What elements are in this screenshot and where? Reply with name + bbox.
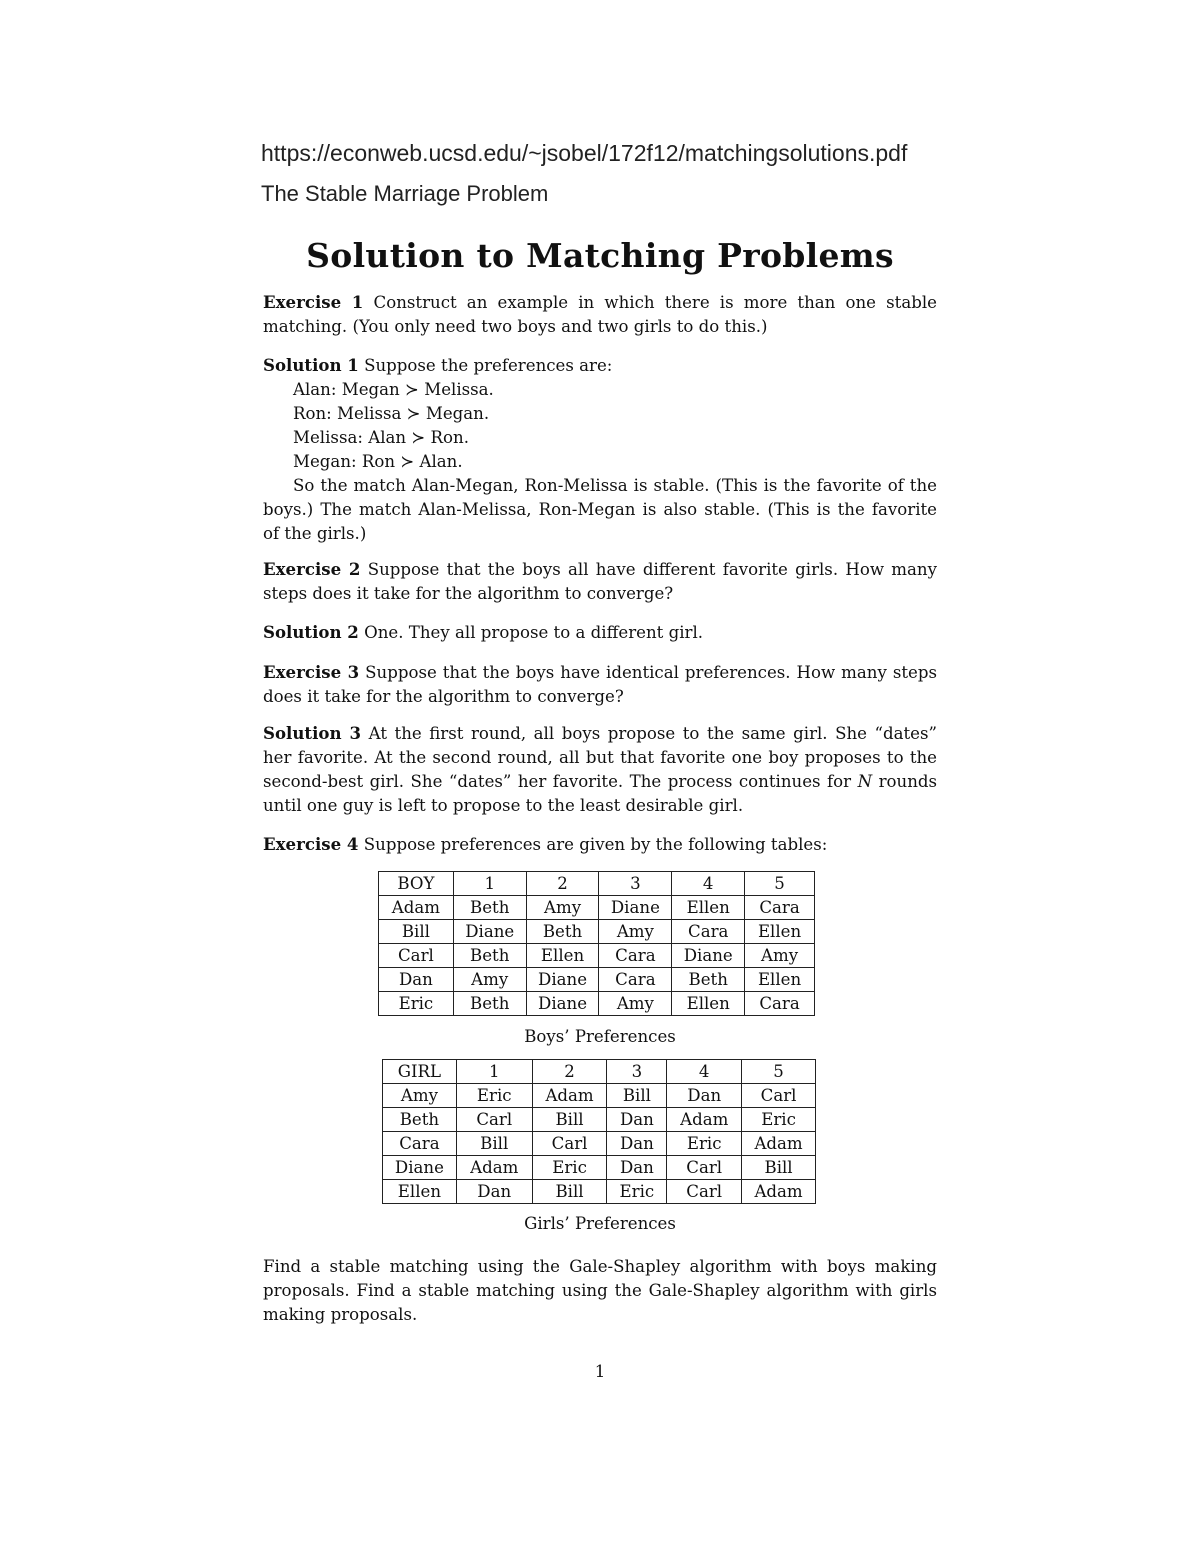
- table-cell: Amy: [745, 944, 815, 968]
- table-cell: Ellen: [526, 944, 599, 968]
- table-cell: Diane: [526, 992, 599, 1016]
- exercise-1-text: Construct an example in which there is more than one stable matching. (You only need two boys and two girls to do this.): [263, 293, 937, 336]
- table-cell: Eric: [456, 1084, 532, 1108]
- table-cell: Dan: [456, 1180, 532, 1204]
- table-header-cell: 2: [526, 872, 599, 896]
- preference-line: Melissa: Alan ≻ Ron.: [293, 428, 469, 447]
- table-cell: Dan: [607, 1108, 667, 1132]
- solution-1: [263, 353, 937, 546]
- table-cell: Amy: [599, 920, 672, 944]
- table-cell: Diane: [526, 968, 599, 992]
- table-cell: Dan: [667, 1084, 742, 1108]
- table-cell: Cara: [745, 992, 815, 1016]
- girls-preferences-table: [382, 1059, 816, 1204]
- table-cell: Diane: [453, 920, 526, 944]
- table-cell: Carl: [667, 1156, 742, 1180]
- table-header-cell: 1: [453, 872, 526, 896]
- table-cell: Amy: [526, 896, 599, 920]
- solution-1-conclusion: So the match Alan-Megan, Ron-Melissa is stable. (This is the favorite of the boys.) The match Alan-Melissa, Ron-Megan is also stable. (This is the favorite of the girls.): [263, 476, 937, 543]
- source-url[interactable]: https://econweb.ucsd.edu/~jsobel/172f12/matchingsolutions.pdf: [261, 140, 908, 166]
- table-cell: Adam: [742, 1132, 816, 1156]
- exercise-4-label: Exercise 4: [263, 834, 359, 854]
- exercise-3-text: Suppose that the boys have identical preferences. How many steps does it take for the algorithm to converge?: [263, 663, 937, 706]
- girls-table-caption: Girls’ Preferences: [524, 1214, 676, 1233]
- preference-line: Ron: Melissa ≻ Megan.: [293, 404, 490, 423]
- preference-line: Megan: Ron ≻ Alan.: [293, 452, 463, 471]
- table-header-cell: 5: [742, 1060, 816, 1084]
- page-subtitle: The Stable Marriage Problem: [261, 181, 549, 206]
- table-cell: Amy: [383, 1084, 457, 1108]
- table-row: [379, 944, 815, 968]
- table-cell: Cara: [599, 968, 672, 992]
- solution-3-text-b: rounds until one guy is left to propose to the least desirable girl.: [263, 772, 938, 815]
- table-cell: Dan: [607, 1156, 667, 1180]
- table-header-cell: 3: [607, 1060, 667, 1084]
- solution-2: [263, 620, 937, 645]
- solution-2-label: Solution 2: [263, 622, 359, 642]
- table-cell: Bill: [532, 1108, 607, 1132]
- table-cell: Cara: [383, 1132, 457, 1156]
- table-cell: Adam: [667, 1108, 742, 1132]
- table-cell: Ellen: [745, 968, 815, 992]
- table-cell: Carl: [379, 944, 454, 968]
- table-cell: Carl: [667, 1180, 742, 1204]
- table-cell: Beth: [453, 992, 526, 1016]
- table-row: [379, 896, 815, 920]
- table-cell: Adam: [379, 896, 454, 920]
- table-header-row: [379, 872, 815, 896]
- table-cell: Eric: [742, 1108, 816, 1132]
- table-cell: Adam: [456, 1156, 532, 1180]
- solution-3-label: Solution 3: [263, 723, 362, 743]
- table-cell: Carl: [456, 1108, 532, 1132]
- table-cell: Ellen: [672, 896, 745, 920]
- exercise-2-text: Suppose that the boys all have different favorite girls. How many steps does it take for the algorithm to converge?: [263, 560, 937, 603]
- table-row: [379, 920, 815, 944]
- exercise-2: [263, 557, 937, 606]
- solution-3: [263, 721, 937, 818]
- table-row: [383, 1108, 816, 1132]
- table-row: [383, 1180, 816, 1204]
- table-cell: Adam: [532, 1084, 607, 1108]
- table-header-cell: 3: [599, 872, 672, 896]
- table-header-cell: 4: [667, 1060, 742, 1084]
- table-header-cell: BOY: [379, 872, 454, 896]
- table-row: [383, 1156, 816, 1180]
- table-cell: Ellen: [383, 1180, 457, 1204]
- table-cell: Dan: [379, 968, 454, 992]
- boys-table-caption: Boys’ Preferences: [524, 1027, 676, 1046]
- table-header-cell: 1: [456, 1060, 532, 1084]
- exercise-4-text: Suppose preferences are given by the following tables:: [363, 835, 828, 854]
- exercise-4: [263, 832, 937, 857]
- exercise-3: [263, 660, 937, 709]
- table-cell: Diane: [599, 896, 672, 920]
- exercise-1-label: Exercise 1: [263, 292, 364, 312]
- table-cell: Carl: [742, 1084, 816, 1108]
- boys-preferences-table: [378, 871, 815, 1016]
- table-header-row: [383, 1060, 816, 1084]
- table-cell: Beth: [453, 896, 526, 920]
- table-cell: Ellen: [745, 920, 815, 944]
- table-cell: Beth: [453, 944, 526, 968]
- table-cell: Bill: [456, 1132, 532, 1156]
- exercise-1: [263, 290, 937, 339]
- final-paragraph: Find a stable matching using the Gale-Shapley algorithm with boys making proposals. Find a stable matching using the Gale-Shapley algorithm with girls making proposals.: [263, 1257, 937, 1324]
- table-row: [379, 992, 815, 1016]
- exercise-3-label: Exercise 3: [263, 662, 360, 682]
- table-cell: Dan: [607, 1132, 667, 1156]
- solution-1-intro: Suppose the preferences are:: [364, 356, 613, 375]
- table-cell: Beth: [383, 1108, 457, 1132]
- table-cell: Adam: [742, 1180, 816, 1204]
- solution-1-label: Solution 1: [263, 355, 359, 375]
- table-cell: Bill: [379, 920, 454, 944]
- table-cell: Beth: [672, 968, 745, 992]
- table-cell: Bill: [742, 1156, 816, 1180]
- table-cell: Beth: [526, 920, 599, 944]
- solution-2-text: One. They all propose to a different girl.: [364, 623, 704, 642]
- table-header-cell: GIRL: [383, 1060, 457, 1084]
- table-cell: Eric: [667, 1132, 742, 1156]
- table-cell: Cara: [599, 944, 672, 968]
- page-number: 1: [594, 1362, 606, 1381]
- page-title: Solution to Matching Problems: [306, 236, 894, 275]
- table-cell: Bill: [532, 1180, 607, 1204]
- table-cell: Cara: [672, 920, 745, 944]
- table-cell: Carl: [532, 1132, 607, 1156]
- table-cell: Diane: [672, 944, 745, 968]
- table-cell: Amy: [599, 992, 672, 1016]
- table-cell: Cara: [745, 896, 815, 920]
- table-cell: Eric: [607, 1180, 667, 1204]
- table-cell: Eric: [379, 992, 454, 1016]
- exercise-2-label: Exercise 2: [263, 559, 361, 579]
- table-row: [383, 1132, 816, 1156]
- solution-3-variable: N: [857, 772, 873, 791]
- solution-3-text-a: At the first round, all boys propose to the same girl. She “dates” her favorite. At the second round, all but that favorite one boy proposes to the second-best girl. She “dates” her favorite. The process continues for: [263, 724, 937, 791]
- table-row: [379, 968, 815, 992]
- table-cell: Amy: [453, 968, 526, 992]
- table-cell: Eric: [532, 1156, 607, 1180]
- table-cell: Bill: [607, 1084, 667, 1108]
- table-cell: Diane: [383, 1156, 457, 1180]
- preference-line: Alan: Megan ≻ Melissa.: [293, 380, 494, 399]
- table-header-cell: 5: [745, 872, 815, 896]
- table-row: [383, 1084, 816, 1108]
- table-header-cell: 2: [532, 1060, 607, 1084]
- table-cell: Ellen: [672, 992, 745, 1016]
- table-header-cell: 4: [672, 872, 745, 896]
